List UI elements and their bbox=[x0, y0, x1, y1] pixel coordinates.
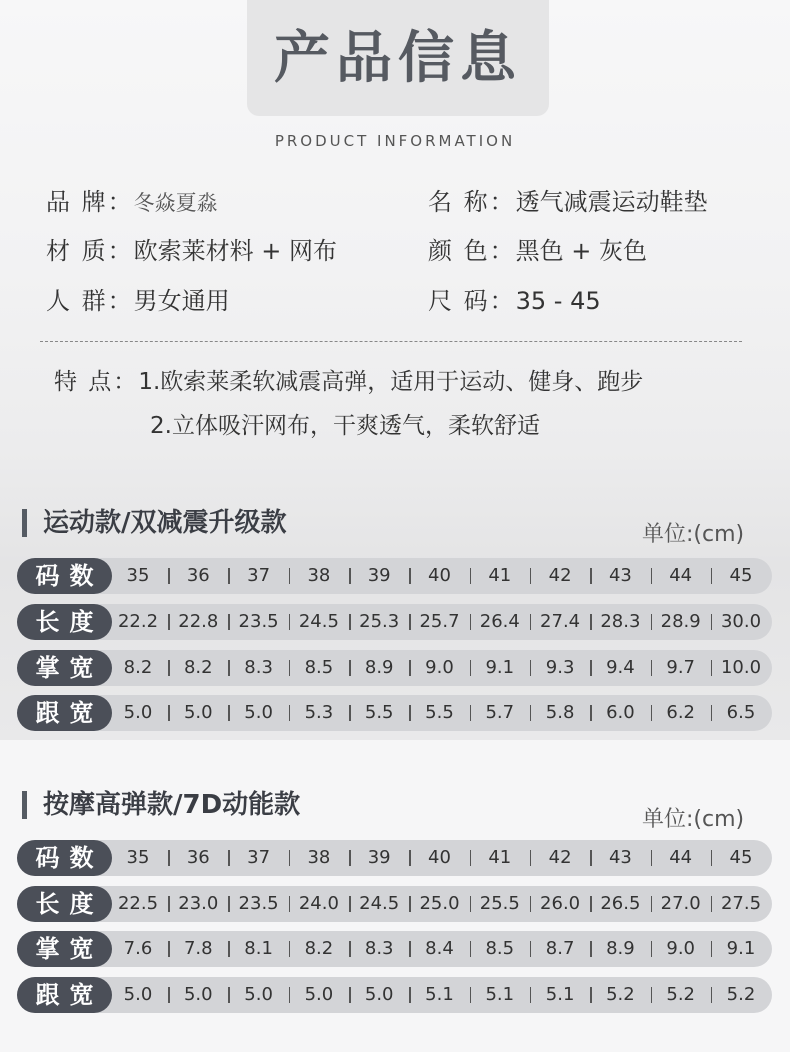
row-label: 长度 bbox=[17, 886, 112, 922]
table-cell: 5.1 bbox=[485, 984, 515, 1005]
name-value: 透气减震运动鞋垫 bbox=[515, 188, 708, 216]
page-title: 产品信息 bbox=[274, 26, 522, 91]
table-cell: 39 bbox=[367, 847, 391, 868]
info-size bbox=[428, 285, 601, 317]
table-cell: 25.7 bbox=[419, 611, 460, 632]
table-cell: 5.0 bbox=[183, 702, 213, 723]
table-cell: 9.7 bbox=[666, 657, 696, 678]
table-cell: 35 bbox=[126, 847, 150, 868]
table-row bbox=[17, 604, 772, 640]
info-material bbox=[46, 235, 337, 267]
row-label: 跟宽 bbox=[17, 977, 112, 1013]
table-cell: 7.6 bbox=[123, 938, 153, 959]
table-cell: 22.2 bbox=[117, 611, 159, 632]
crowd-label: 人 群： bbox=[46, 287, 134, 315]
table-cell: 40 bbox=[428, 847, 451, 868]
table-cell: 5.0 bbox=[244, 984, 273, 1005]
feature-2: 2.立体吸汗网布，干爽透气，柔软舒适 bbox=[150, 413, 540, 439]
table-cell: 27.4 bbox=[540, 611, 581, 632]
material-label: 材 质： bbox=[46, 237, 134, 265]
table-cell: 5.2 bbox=[726, 984, 756, 1005]
table-cell: 41 bbox=[488, 565, 512, 586]
table-cell: 5.0 bbox=[123, 984, 153, 1005]
brand-label: 品 牌： bbox=[46, 188, 134, 216]
table-cell: 24.0 bbox=[298, 893, 339, 914]
unit-label-2: 单位:(cm) bbox=[642, 807, 745, 832]
table-cell: 24.5 bbox=[359, 893, 400, 914]
table-cell: 8.3 bbox=[244, 657, 273, 678]
table-cell: 6.5 bbox=[726, 702, 756, 723]
section-title-1: 运动款/双减震升级款 bbox=[22, 509, 287, 537]
table-cell: 39 bbox=[367, 565, 391, 586]
table-cell: 5.7 bbox=[485, 702, 515, 723]
table-cell: 8.9 bbox=[606, 938, 635, 959]
table-row bbox=[17, 886, 772, 922]
table-cell: 8.7 bbox=[545, 938, 575, 959]
table-cell: 26.5 bbox=[600, 893, 641, 914]
table-cell: 23.5 bbox=[238, 893, 279, 914]
info-feature-2 bbox=[150, 410, 540, 442]
row-label: 掌宽 bbox=[17, 931, 112, 967]
table-cell: 5.8 bbox=[545, 702, 575, 723]
table-row bbox=[17, 650, 772, 686]
table-cell: 8.2 bbox=[304, 938, 334, 959]
table-cell: 23.5 bbox=[238, 611, 279, 632]
table-cell: 42 bbox=[548, 847, 572, 868]
table-row bbox=[17, 840, 772, 876]
table-cell: 28.3 bbox=[600, 611, 641, 632]
table-row bbox=[17, 931, 772, 967]
table-cell: 27.5 bbox=[720, 893, 762, 914]
table-cell: 45 bbox=[729, 847, 753, 868]
info-crowd bbox=[46, 285, 230, 317]
table-cell: 44 bbox=[669, 565, 693, 586]
material-value: 欧索莱材料 + 网布 bbox=[133, 237, 338, 265]
table-cell: 44 bbox=[669, 847, 693, 868]
table-cell: 42 bbox=[548, 565, 572, 586]
table-cell: 6.0 bbox=[606, 702, 635, 723]
table-cell: 5.5 bbox=[425, 702, 454, 723]
table-cell: 8.2 bbox=[183, 657, 213, 678]
info-features bbox=[54, 366, 643, 398]
table-cell: 25.5 bbox=[479, 893, 520, 914]
row-label: 跟宽 bbox=[17, 695, 112, 731]
table-cell: 40 bbox=[428, 565, 451, 586]
size-label: 尺 码： bbox=[428, 287, 516, 315]
feature-1: 1.欧索莱柔软减震高弹，适用于运动、健身、跑步 bbox=[138, 369, 644, 395]
table-cell: 23.0 bbox=[178, 893, 219, 914]
feature-label: 特 点： bbox=[54, 369, 139, 395]
table-cell: 25.0 bbox=[419, 893, 460, 914]
table-cell: 5.5 bbox=[364, 702, 394, 723]
table-cell: 5.1 bbox=[425, 984, 454, 1005]
table-cell: 8.9 bbox=[364, 657, 394, 678]
table-cell: 10.0 bbox=[720, 657, 762, 678]
table-cell: 35 bbox=[126, 565, 150, 586]
table-row bbox=[17, 977, 772, 1013]
color-value: 黑色 + 灰色 bbox=[515, 237, 648, 265]
info-color bbox=[428, 235, 647, 267]
table-cell: 5.1 bbox=[545, 984, 575, 1005]
table-cell: 9.1 bbox=[726, 938, 756, 959]
table-cell: 8.5 bbox=[485, 938, 515, 959]
table-cell: 36 bbox=[186, 565, 210, 586]
brand-value: 冬焱夏淼 bbox=[133, 191, 218, 215]
page-subtitle: PRODUCT INFORMATION bbox=[274, 132, 516, 150]
table-cell: 26.4 bbox=[479, 611, 520, 632]
table-cell: 43 bbox=[608, 847, 632, 868]
table-cell: 5.2 bbox=[606, 984, 635, 1005]
table-row bbox=[17, 695, 772, 731]
table-cell: 43 bbox=[608, 565, 632, 586]
table-cell: 28.9 bbox=[660, 611, 701, 632]
title-banner bbox=[247, 0, 549, 116]
table-cell: 26.0 bbox=[540, 893, 581, 914]
table-cell: 9.0 bbox=[425, 657, 454, 678]
table-cell: 9.4 bbox=[606, 657, 635, 678]
table-cell: 5.3 bbox=[304, 702, 334, 723]
table-cell: 7.8 bbox=[183, 938, 213, 959]
table-cell: 5.0 bbox=[123, 702, 153, 723]
table-cell: 22.5 bbox=[117, 893, 159, 914]
table-cell: 24.5 bbox=[298, 611, 339, 632]
table-cell: 8.5 bbox=[304, 657, 334, 678]
row-label: 掌宽 bbox=[17, 650, 112, 686]
section-title-2: 按摩高弹款/7D动能款 bbox=[22, 791, 300, 819]
table-cell: 41 bbox=[488, 847, 512, 868]
table-cell: 30.0 bbox=[720, 611, 762, 632]
row-label: 码数 bbox=[17, 558, 112, 594]
table-cell: 5.2 bbox=[666, 984, 696, 1005]
table-cell: 8.3 bbox=[364, 938, 394, 959]
table-cell: 9.3 bbox=[545, 657, 575, 678]
table-cell: 6.2 bbox=[666, 702, 696, 723]
table-cell: 22.8 bbox=[178, 611, 219, 632]
table-cell: 25.3 bbox=[359, 611, 400, 632]
table-cell: 5.0 bbox=[304, 984, 334, 1005]
row-label: 码数 bbox=[17, 840, 112, 876]
table-cell: 37 bbox=[247, 847, 271, 868]
table-cell: 5.0 bbox=[183, 984, 213, 1005]
crowd-value: 男女通用 bbox=[133, 287, 230, 315]
info-brand bbox=[46, 186, 218, 219]
table-cell: 8.2 bbox=[123, 657, 153, 678]
row-label: 长度 bbox=[17, 604, 112, 640]
table-cell: 5.0 bbox=[364, 984, 394, 1005]
table-cell: 36 bbox=[186, 847, 210, 868]
name-label: 名 称： bbox=[428, 188, 516, 216]
dashed-divider bbox=[40, 341, 742, 342]
unit-label-1: 单位:(cm) bbox=[642, 522, 745, 547]
table-cell: 37 bbox=[247, 565, 271, 586]
table-cell: 38 bbox=[307, 565, 331, 586]
table-cell: 8.1 bbox=[244, 938, 273, 959]
table-cell: 8.4 bbox=[425, 938, 454, 959]
table-cell: 9.1 bbox=[485, 657, 515, 678]
table-cell: 5.0 bbox=[244, 702, 273, 723]
info-name bbox=[428, 186, 708, 218]
table-cell: 9.0 bbox=[666, 938, 696, 959]
table-row bbox=[17, 558, 772, 594]
table-cell: 38 bbox=[307, 847, 331, 868]
size-value: 35 - 45 bbox=[515, 287, 601, 315]
table-cell: 27.0 bbox=[660, 893, 701, 914]
table-cell: 45 bbox=[729, 565, 753, 586]
color-label: 颜 色： bbox=[428, 237, 516, 265]
